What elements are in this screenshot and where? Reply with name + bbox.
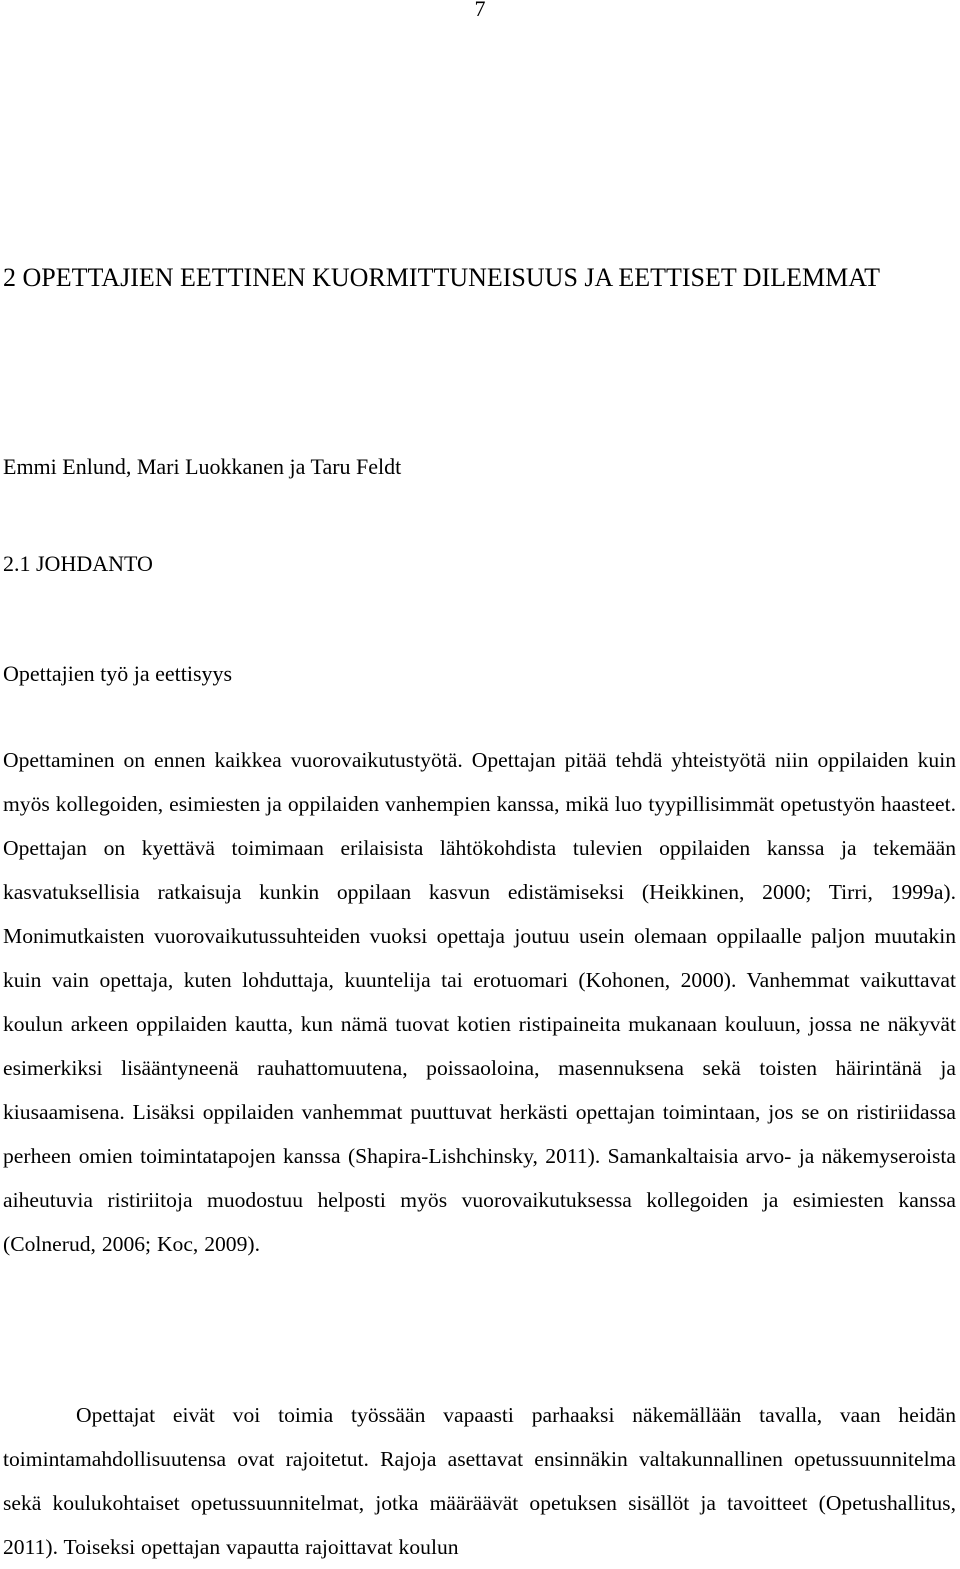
subsection-title: Opettajien työ ja eettisyys bbox=[3, 661, 233, 686]
section-title: 2.1 JOHDANTO bbox=[3, 551, 153, 576]
page-number: 7 bbox=[474, 0, 486, 21]
body-paragraph-1: Opettaminen on ennen kaikkea vuorovaikutustyötä. Opettajan pitää tehdä yhteistyötä niin oppilaiden kuin myös kollegoiden, esimiesten ja oppilaiden vanhempien kanssa, mikä luo tyypillisimmät opetustyön haasteet. Opettajan on kyettävä toimimaan erilaisista lähtökohdista tulevien oppilaiden kanssa ja tekemään kasvatuksellisia ratkaisuja kunkin oppilaan kasvun edistämiseksi (Heikkinen, 2000; Tirri, 1999a). Monimutkaisten vuorovaikutussuhteiden vuoksi opettaja joutuu usein olemaan oppilaalle paljon muutakin kuin vain opettaja, kuten lohduttaja, kuuntelija tai erotuomari (Kohonen, 2000). Vanhemmat vaikuttavat koulun arkeen oppilaiden kautta, kun nämä tuovat kotien ristipaineita mukanaan kouluun, jossa ne näkyvät esimerkiksi lisääntyneenä rauhattomuutena, poissaoloina, masennuksena sekä toisten häirintänä ja kiusaamisena. Lisäksi oppilaiden vanhemmat puuttuvat herkästi opettajan toimintaan, jos se on ristiriidassa perheen omien toimintatapojen kanssa (Shapira-Lishchinsky, 2011). Samankaltaisia arvo- ja näkemyseroista aiheutuvia ristiriitoja muodostuu helposti myös vuorovaikutuksessa kollegoiden ja esimiesten kanssa (Colnerud, 2006; Koc, 2009). bbox=[3, 748, 956, 1256]
body-paragraph-2: Opettajat eivät voi toimia työssään vapaasti parhaaksi näkemällään tavalla, vaan heidän toimintamahdollisuutensa ovat rajoitetut. Rajoja asettavat ensinnäkin valtakunnallinen opetussuunnitelma sekä koulukohtaiset opetussuunnitelmat, jotka määräävät opetuksen sisällöt ja tavoitteet (Opetushallitus, 2011). Toiseksi opettajan vapautta rajoittavat koulun bbox=[3, 1403, 956, 1559]
chapter-title: 2 OPETTAJIEN EETTINEN KUORMITTUNEISUUS JA EETTISET DILEMMAT bbox=[3, 263, 881, 292]
authors-line: Emmi Enlund, Mari Luokkanen ja Taru Feldt bbox=[3, 454, 402, 479]
